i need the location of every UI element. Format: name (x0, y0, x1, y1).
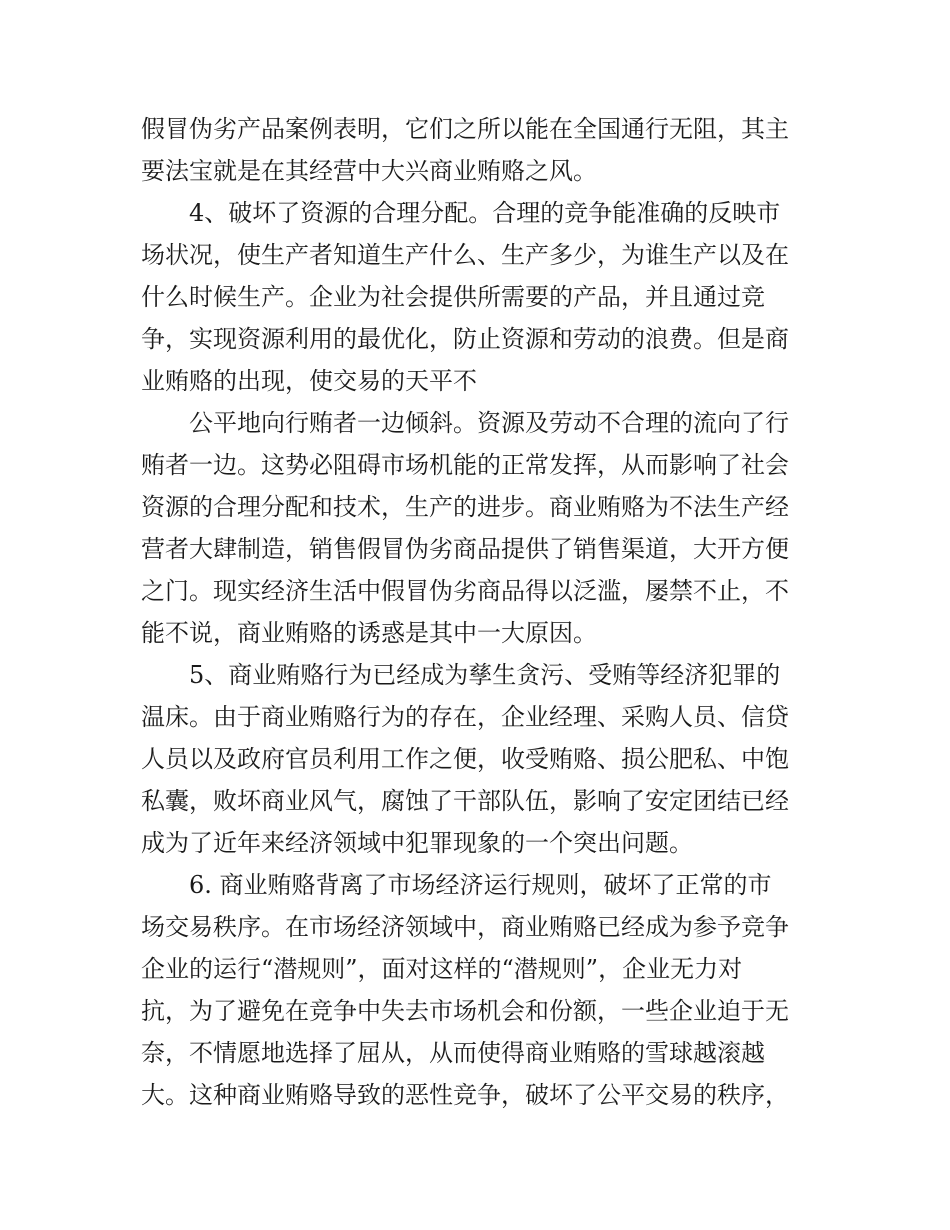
paragraph-5-start: 5、商业贿赂行为已经成为孳生贪污、受贿等经济犯罪的 (189, 661, 781, 689)
paragraph-4-start: 4、破坏了资源的合理分配。合理的竞争能准确的反映市 (189, 199, 781, 227)
text-line: 贿者一边。这势必阻碍市场机能的正常发挥，从而影响了社会 (141, 451, 789, 479)
body-text (141, 108, 813, 1116)
text-line: 要法宝就是在其经营中大兴商业贿赂之风。 (141, 157, 597, 185)
text-line: 成为了近年来经济领域中犯罪现象的一个突出问题。 (141, 829, 693, 857)
text-line: 争，实现资源利用的最优化，防止资源和劳动的浪费。但是商 (141, 325, 789, 353)
text-line: 场状况，使生产者知道生产什么、生产多少，为谁生产以及在 (141, 241, 789, 269)
text-line: 奈，不情愿地选择了屈从，从而使得商业贿赂的雪球越滚越 (141, 1039, 765, 1067)
text-line: 企业的运行“潜规则”，面对这样的“潜规则”，企业无力对 (141, 955, 743, 983)
text-line: 能不说，商业贿赂的诱惑是其中一大原因。 (141, 619, 597, 647)
text-line: 场交易秩序。在市场经济领域中，商业贿赂已经成为参予竞争 (141, 913, 789, 941)
text-line: 人员以及政府官员利用工作之便，收受贿赂、损公肥私、中饱 (141, 745, 789, 773)
text-line: 抗，为了避免在竞争中失去市场机会和份额，一些企业迫于无 (141, 997, 789, 1025)
text-line: 业贿赂的出现，使交易的天平不 (141, 367, 477, 395)
paragraph-continuation-start: 公平地向行贿者一边倾斜。资源及劳动不合理的流向了行 (189, 409, 789, 437)
text-line: 之门。现实经济生活中假冒伪劣商品得以泛滥，屡禁不止，不 (141, 577, 789, 605)
text-line: 营者大肆制造，销售假冒伪劣商品提供了销售渠道，大开方便 (141, 535, 789, 563)
text-line: 温床。由于商业贿赂行为的存在，企业经理、采购人员、信贷 (141, 703, 789, 731)
text-line: 私囊，败坏商业风气，腐蚀了干部队伍，影响了安定团结已经 (141, 787, 789, 815)
text-line: 假冒伪劣产品案例表明，它们之所以能在全国通行无阻，其主 (141, 115, 789, 143)
text-line: 资源的合理分配和技术，生产的进步。商业贿赂为不法生产经 (141, 493, 789, 521)
text-line: 什么时候生产。企业为社会提供所需要的产品，并且通过竞 (141, 283, 765, 311)
paragraph-6-start: 6. 商业贿赂背离了市场经济运行规则，破坏了正常的市 (189, 871, 772, 899)
text-line: 大。这种商业贿赂导致的恶性竞争，破坏了公平交易的秩序， (141, 1081, 789, 1109)
